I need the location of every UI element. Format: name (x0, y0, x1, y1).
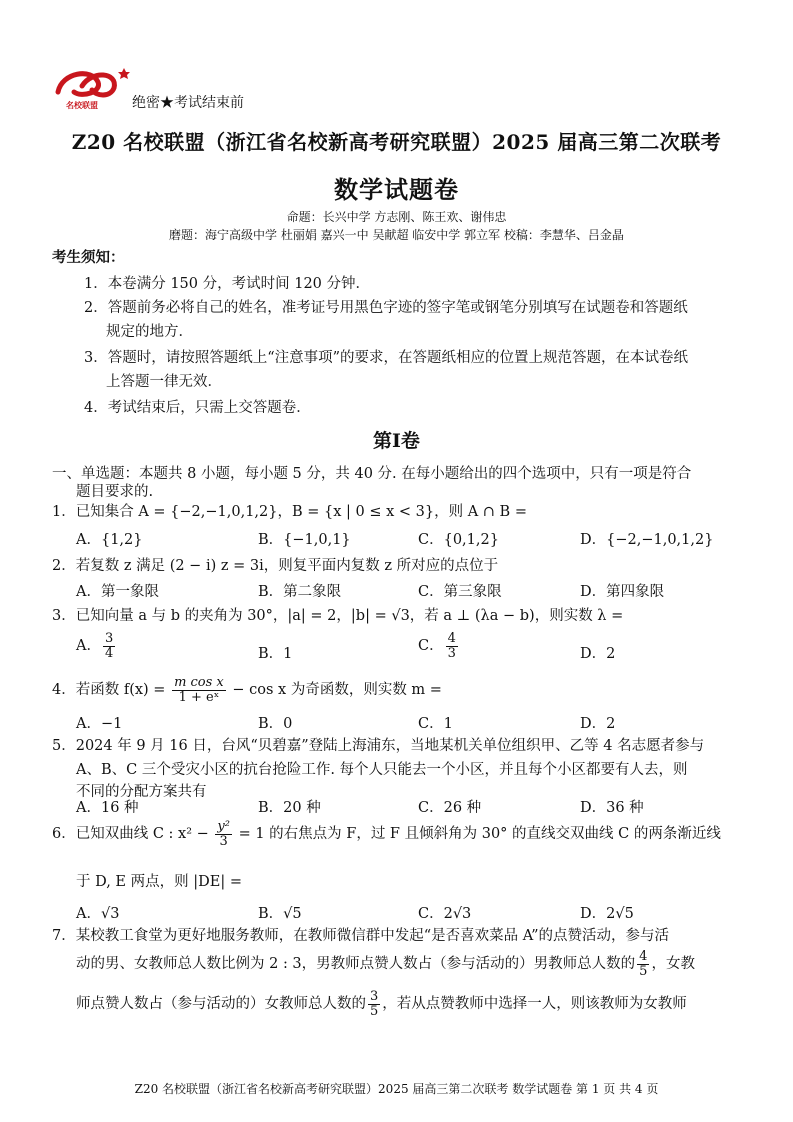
q5-stem-line1: 5．2024 年 9 月 16 日，台风“贝碧嘉”登陆上海浦东，当地某机关单位组织甲、乙等 4 名志愿者参与 (52, 738, 705, 754)
fraction-numerator: 3 (104, 631, 114, 646)
q5-stem-line3: 不同的分配方案共有 (76, 784, 207, 800)
q6-option-a: A．√3 (76, 906, 120, 922)
q5-option-a: A．16 种 (76, 800, 139, 816)
q7-line3-pre: 师点赞人数占（参与活动的）女教师总人数的 (76, 996, 366, 1013)
notice-title: 考生须知： (52, 249, 125, 266)
q6-stem (52, 820, 721, 848)
q3-option-b: B．1 (258, 646, 293, 662)
q4-option-c: C．1 (418, 716, 453, 732)
volume-title: 第Ⅰ卷 (373, 430, 420, 452)
paper-title: 数学试题卷 (334, 175, 459, 204)
reviewers-line: 磨题：海宁高级中学 杜丽娟 嘉兴一中 吴献超 临安中学 郭立军 校稿：李慧华、吕金晶 (169, 228, 624, 242)
q2-stem: 2．若复数 z 满足 (2 − i) z = 3i，则复平面内复数 z 所对应的点位于 (52, 558, 499, 574)
fraction (215, 820, 232, 848)
fraction-denominator: 5 (370, 1003, 379, 1019)
q4-option-b: B．0 (258, 716, 293, 732)
page-footer: Z20 名校联盟（浙江省名校新高考研究联盟）2025 届高三第二次联考 数学试题卷 第 1 页 共 4 页 (134, 1082, 659, 1096)
q3-option-c (418, 632, 460, 660)
fraction (637, 950, 649, 978)
q4-stem-post: − cos x 为奇函数，则实数 m = (232, 682, 442, 699)
q4-stem (52, 676, 442, 704)
q6-stem-post: = 1 的右焦点为 F，过 F 且倾斜角为 30° 的直线交双曲线 C 的两条渐近线 (238, 826, 721, 843)
q5-option-b: B．20 种 (258, 800, 321, 816)
q7-stem-line1: 7．某校教工食堂为更好地服务教师，在教师微信群中发起“是否喜欢菜品 A”的点赞活动，参与活 (52, 928, 669, 944)
section-heading: 一、单选题：本题共 8 小题，每小题 5 分，共 40 分. 在每小题给出的四个选项中，只有一项是符合 (52, 466, 692, 482)
q1-stem: 1．已知集合 A = {−2,−1,0,1,2}，B = {x | 0 ≤ x < 3}，则 A ∩ B = (52, 504, 527, 520)
notice-item: 4．考试结束后，只需上交答题卷． (84, 400, 311, 416)
q7-line2-pre: 动的男、女教师总人数比例为 2 : 3，男教师点赞人数占（参与活动的）男教师总人数的 (76, 956, 636, 973)
q3-option-d: D．2 (580, 646, 616, 662)
fraction-denominator: 5 (639, 963, 648, 979)
fraction-numerator: m cos x (174, 675, 224, 690)
q1-option-d: D．{−2,−1,0,1,2} (580, 532, 714, 548)
fraction (172, 676, 226, 704)
fraction (103, 632, 115, 660)
notice-item: 3．答题时，请按照答题纸上“注意事项”的要求，在答题纸相应的位置上规范答题，在本试卷纸 (84, 350, 689, 366)
q1-option-c: C．{0,1,2} (418, 532, 499, 548)
q4-stem-pre: 4．若函数 f(x) = (52, 682, 166, 699)
q6-option-b: B．√5 (258, 906, 302, 922)
q7-stem-line3 (76, 990, 687, 1018)
q7-line2-post: ，女教 (651, 956, 695, 973)
q6-stem-pre: 6．已知双曲线 C : x² − (52, 826, 209, 843)
notice-item: 上答题一律无效． (106, 374, 222, 390)
fraction (446, 632, 458, 660)
q3-option-a-label: A． (76, 638, 101, 655)
q2-option-d: D．第四象限 (580, 584, 665, 600)
secret-label: 绝密★考试结束前 (132, 95, 244, 111)
q4-option-d: D．2 (580, 716, 616, 732)
q5-option-d: D．36 种 (580, 800, 644, 816)
q2-option-a: A．第一象限 (76, 584, 159, 600)
q2-option-c: C．第三象限 (418, 584, 502, 600)
fraction (368, 990, 380, 1018)
q5-stem-line2: A、B、C 三个受灾小区的抗台抢险工作. 每个人只能去一个小区，并且每个小区都要有人去，则 (76, 762, 688, 778)
q2-option-b: B．第二象限 (258, 584, 342, 600)
notice-item: 1．本卷满分 150 分，考试时间 120 分钟． (84, 276, 371, 292)
notice-item: 规定的地方． (106, 324, 193, 340)
fraction-denominator: 3 (447, 645, 456, 661)
logo-text: 名校联盟 (66, 100, 98, 110)
authors-line: 命题：长兴中学 方志刚、陈王欢、谢伟忠 (286, 210, 507, 224)
section-heading-cont: 题目要求的. (76, 484, 154, 500)
q6-option-d: D．2√5 (580, 906, 634, 922)
q6-stem-line2: 于 D, E 两点，则 |DE| = (76, 874, 242, 890)
fraction-numerator: 4 (447, 631, 456, 646)
q1-option-a: A．{1,2} (76, 532, 143, 548)
q7-line3-post: ，若从点赞教师中选择一人，则该教师为女教师 (382, 996, 687, 1013)
q5-option-c: C．26 种 (418, 800, 482, 816)
fraction-numerator: 4 (639, 949, 648, 964)
q6-option-c: C．2√3 (418, 906, 472, 922)
q3-option-a (76, 632, 117, 660)
exam-title: Z20 名校联盟（浙江省名校新高考研究联盟）2025 届高三第二次联考 (71, 130, 722, 154)
q4-option-a: A．−1 (76, 716, 123, 732)
fraction-denominator: 1 + eˣ (178, 689, 220, 705)
league-logo (52, 62, 132, 110)
fraction-denominator: 4 (104, 645, 114, 661)
q3-stem: 3．已知向量 a 与 b 的夹角为 30°，|a| = 2，|b| = √3，若 a ⊥ (λa − b)，则实数 λ = (52, 608, 624, 624)
q7-stem-line2 (76, 950, 695, 978)
notice-item: 2．答题前务必将自己的姓名，准考证号用黑色字迹的签字笔或钢笔分别填写在试题卷和答题纸 (84, 300, 688, 316)
fraction-numerator: 3 (370, 989, 379, 1004)
fraction-denominator: 3 (219, 833, 228, 849)
q1-option-b: B．{−1,0,1} (258, 532, 351, 548)
fraction-numerator: y² (217, 819, 230, 834)
q3-option-c-label: C． (418, 638, 444, 655)
